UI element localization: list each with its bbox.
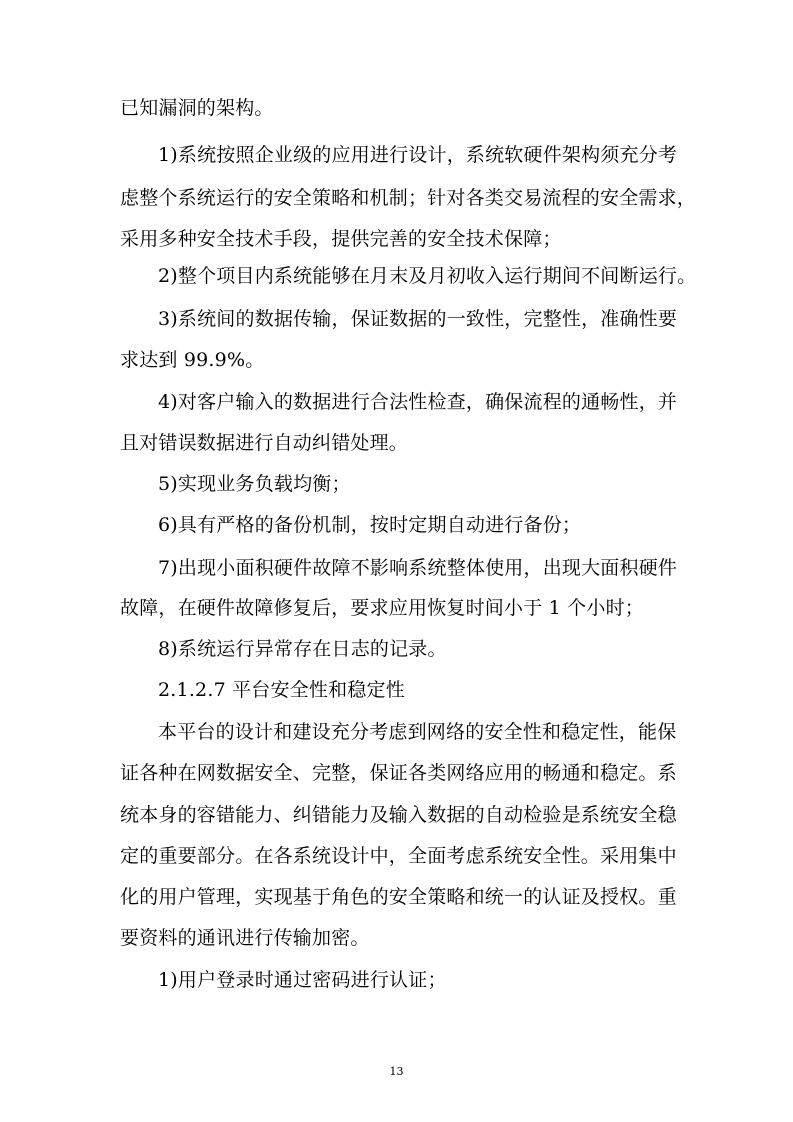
text-line: 1)用户登录时通过密码进行认证； <box>158 969 447 991</box>
text-line: 3)系统间的数据传输，保证数据的一致性，完整性，准确性要 <box>158 308 678 330</box>
text-line: 采用多种安全技术手段，提供完善的安全技术保障； <box>120 228 562 250</box>
text-line: 7)出现小面积硬件故障不影响系统整体使用，出现大面积硬件 <box>158 557 678 579</box>
text-line: 8)系统运行异常存在日志的记录。 <box>158 638 447 660</box>
text-line: 虑整个系统运行的安全策略和机制；针对各类交易流程的安全需求， <box>120 187 697 209</box>
text-line: 要资料的通讯进行传输加密。 <box>120 927 370 949</box>
text-line: 化的用户管理，实现基于角色的安全策略和统一的认证及授权。重 <box>120 886 677 908</box>
text-line: 4)对客户输入的数据进行合法性检查，确保流程的通畅性，并 <box>158 391 678 413</box>
text-line: 求达到 99.9%。 <box>120 349 265 371</box>
text-line: 且对错误数据进行自动纠错处理。 <box>120 432 409 454</box>
text-line: 定的重要部分。在各系统设计中，全面考虑系统安全性。采用集中 <box>120 845 677 867</box>
text-line: 1)系统按照企业级的应用进行设计，系统软硬件架构须充分考 <box>158 144 678 166</box>
text-line: 5)实现业务负载均衡； <box>158 473 351 495</box>
text-line: 故障，在硬件故障修复后，要求应用恢复时间小于 1 个小时； <box>120 597 644 619</box>
section-heading: 2.1.2.7 平台安全性和稳定性 <box>158 679 405 701</box>
text-line: 本平台的设计和建设充分考虑到网络的安全性和稳定性，能保 <box>158 721 677 743</box>
text-line: 统本身的容错能力、纠错能力及输入数据的自动检验是系统安全稳 <box>120 804 677 826</box>
text-line: 证各种在网数据安全、完整，保证各类网络应用的畅通和稳定。系 <box>120 762 677 784</box>
text-line: 已知漏洞的架构。 <box>120 97 274 119</box>
text-line: 6)具有严格的备份机制，按时定期自动进行备份； <box>158 514 582 536</box>
text-line: 2)整个项目内系统能够在月末及月初收入运行期间不间断运行。 <box>158 265 697 287</box>
page-number: 13 <box>389 1065 404 1078</box>
